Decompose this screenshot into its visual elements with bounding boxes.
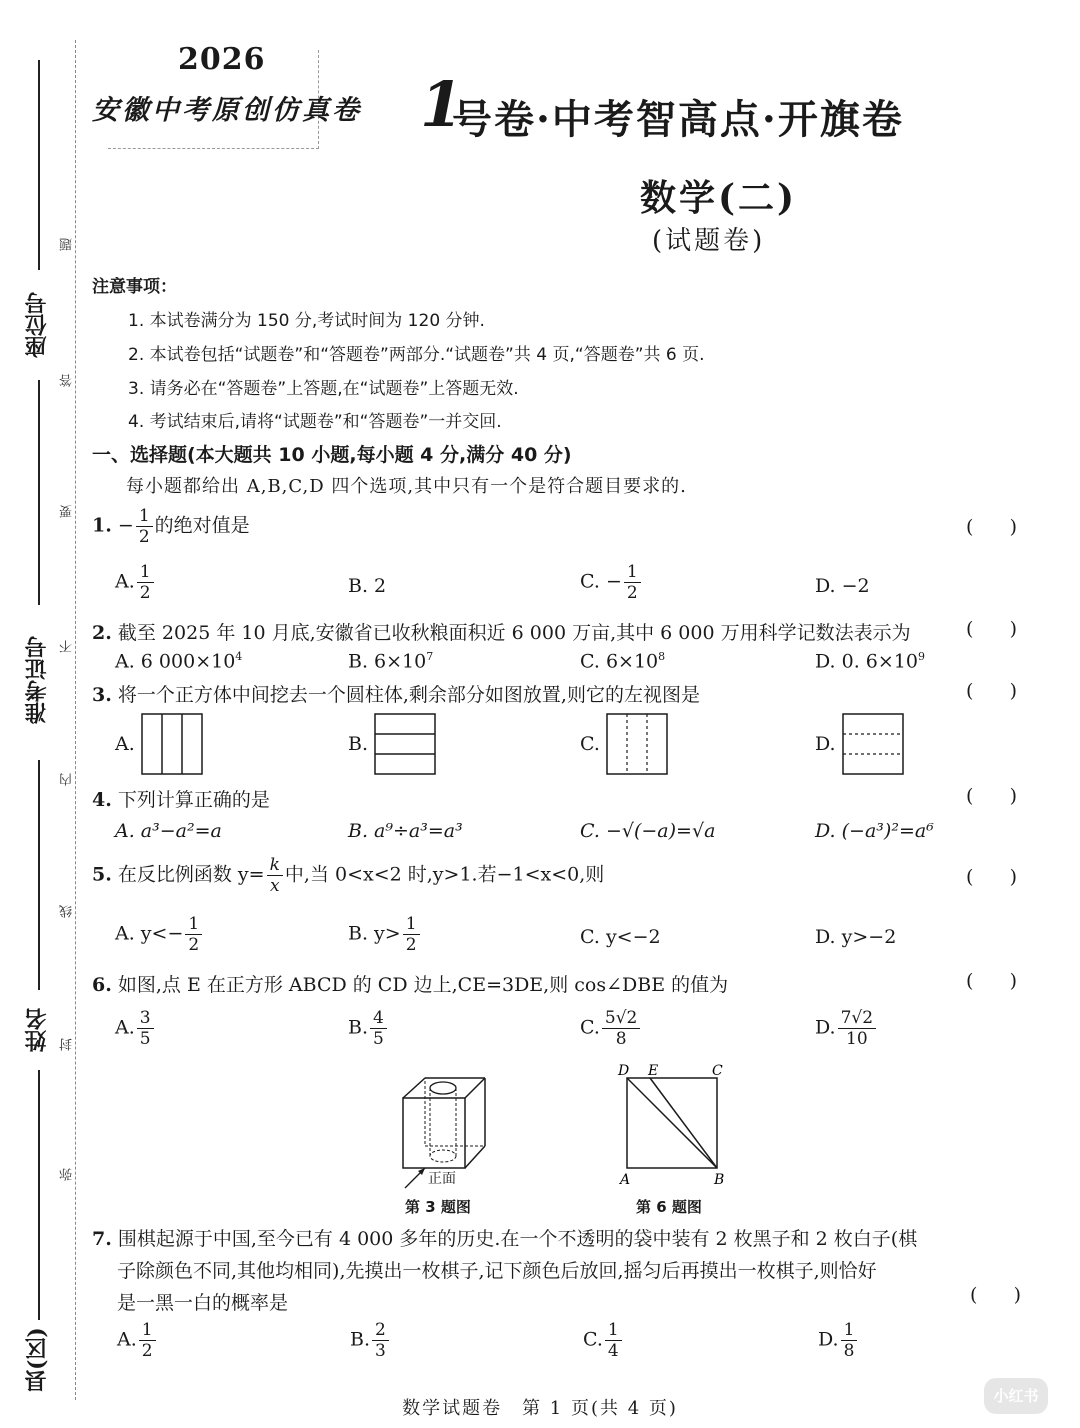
binding-line: [38, 380, 40, 605]
q2-option-b: B. $6\times 10^7$: [348, 650, 434, 673]
q1-text: 的绝对值是: [154, 514, 250, 537]
q5-option-c: C. y<−2: [580, 926, 661, 948]
q3-option-c: C.: [580, 713, 668, 775]
note-item: 4. 考试结束后,请将“试题卷”和“答题卷”一并交回.: [128, 412, 502, 432]
q3-option-d-figure: [842, 713, 904, 775]
binding-line: [38, 760, 40, 990]
seal-char: 弥: [60, 1168, 75, 1181]
q3-option-d: D.: [815, 713, 904, 775]
question-4: 4. 下列计算正确的是: [92, 789, 270, 811]
series-number: 1: [420, 68, 464, 141]
q4-option-c: C. −√(−a)=√a: [580, 820, 716, 842]
note-item: 3. 请务必在“答题卷”上答题,在“试题卷”上答题无效.: [128, 379, 519, 399]
answer-bracket: ( ): [970, 1284, 1022, 1306]
figure-3-caption: 第 3 题图: [405, 1198, 471, 1216]
q5-option-a: A. y<− $\frac{1}{2}$: [115, 914, 204, 955]
q4-option-d: D. (−a³)²=a⁶: [815, 820, 934, 842]
q5-option-b: B. y> $\frac{1}{2}$: [348, 914, 422, 955]
question-3: 3. 将一个正方体中间挖去一个圆柱体,剩余部分如图放置,则它的左视图是: [92, 684, 700, 706]
q1-fraction: $\frac{1}{2}$: [136, 506, 153, 547]
exam-number-label: 准考证号: [24, 636, 50, 724]
answer-bracket: ( ): [966, 680, 1018, 702]
figure-6-square: [612, 1060, 732, 1190]
vertex-label: D: [618, 1063, 630, 1079]
note-item: 1. 本试卷满分为 150 分,考试时间为 120 分钟.: [128, 311, 485, 331]
q7-option-c: C. $\frac{1}{4}$: [583, 1320, 624, 1361]
q7-option-a: A. $\frac{1}{2}$: [117, 1320, 158, 1361]
question-7-line: 子除颜色不同,其他均相同),先摸出一枚棋子,记下颜色后放回,摇匀后再摸出一枚棋子,则恰好: [117, 1260, 877, 1282]
question-7-line: 是一黑一白的概率是: [117, 1292, 289, 1314]
paper-kind: (试题卷): [652, 226, 766, 256]
q5-option-d: D. y>−2: [815, 926, 897, 948]
q3-option-b: B.: [348, 713, 436, 775]
q6-option-c: C. $\frac{5√2}{8}$: [580, 1008, 642, 1049]
seat-number-label: 座位号: [24, 292, 50, 358]
answer-bracket: ( ): [966, 866, 1018, 888]
seal-char: 题: [60, 238, 75, 251]
q6-option-b: B. $\frac{4}{5}$: [348, 1008, 389, 1049]
question-7: 7. 围棋起源于中国,至今已有 4 000 多年的历史.在一个不透明的袋中装有 2 枚黑子和 2 枚白子(棋: [92, 1228, 918, 1250]
q3-option-c-figure: [606, 713, 668, 775]
q1-option-b: B. 2: [348, 575, 387, 597]
name-label: 姓名: [24, 1008, 50, 1052]
brand-title: 安徽中考原创仿真卷: [92, 95, 362, 126]
binding-line: [38, 1070, 40, 1320]
vertex-label: A: [620, 1172, 631, 1188]
question-2: 2. 截至 2025 年 10 月底,安徽省已收秋粮面积近 6 000 万亩,其中 6 000 万用科学记数法表示为: [92, 622, 911, 644]
page-footer: 数学试题卷 第 1 页(共 4 页): [402, 1398, 678, 1419]
q4-option-b: B. a⁹÷a³=a³: [348, 820, 463, 842]
q7-option-d: D. $\frac{1}{8}$: [818, 1320, 859, 1361]
seal-char: 线: [60, 905, 75, 918]
seal-char: 答: [60, 374, 75, 387]
vertex-label: E: [648, 1063, 659, 1079]
subject-title: 数学(二): [640, 177, 798, 219]
vertex-label: C: [712, 1063, 723, 1079]
q6-option-a: A. $\frac{3}{5}$: [115, 1008, 156, 1049]
q2-option-c: C. $6\times 10^8$: [580, 650, 666, 673]
vertex-label: B: [714, 1172, 725, 1188]
q2-option-d: D. 0. $6\times 10^9$: [815, 650, 925, 673]
q2-option-a: A. 6 $000\times 10^4$: [115, 650, 243, 673]
answer-bracket: ( ): [966, 970, 1018, 992]
question-6: 6. 如图,点 E 在正方形 ABCD 的 CD 边上,CE=3DE,则 cos∠DBE 的值为: [92, 974, 729, 996]
question-number: 1.: [92, 514, 112, 537]
answer-bracket: ( ): [966, 785, 1018, 807]
seal-char: 内: [60, 773, 75, 786]
section-title: 一、选择题(本大题共 10 小题,每小题 4 分,满分 40 分): [92, 444, 572, 466]
q3-option-a-figure: [141, 713, 203, 775]
question-5: 5. 在反比例函数 y= $\frac{k}{x}$ 中,当 0<x<2 时,y>1.若−1<x<0,则: [92, 855, 605, 896]
q6-option-d: D. $\frac{7√2}{10}$: [815, 1008, 878, 1049]
figure-6-caption: 第 6 题图: [636, 1198, 702, 1216]
note-item: 2. 本试卷包括“试题卷”和“答题卷”两部分.“试题卷”共 4 页,“答题卷”共 6 页.: [128, 345, 705, 365]
answer-bracket: ( ): [966, 618, 1018, 640]
q1-option-d: D. −2: [815, 575, 870, 597]
watermark-logo: 小红书: [984, 1378, 1048, 1414]
q1-option-c: C. − $\frac{1}{2}$: [580, 562, 643, 603]
q1-minus: −: [117, 514, 134, 537]
seal-char: 不: [60, 640, 75, 653]
figure-3-front-label: 正面: [428, 1171, 456, 1187]
county-label: 县(区): [24, 1327, 50, 1393]
seal-char: 封: [60, 1038, 75, 1051]
q4-option-a: A. a³−a²=a: [115, 820, 222, 842]
q7-option-b: B. $\frac{2}{3}$: [350, 1320, 391, 1361]
section-description: 每小题都给出 A,B,C,D 四个选项,其中只有一个是符合题目要求的.: [126, 476, 687, 497]
exam-year: 2026: [178, 42, 266, 77]
answer-bracket: ( ): [966, 516, 1018, 538]
notes-title: 注意事项：: [92, 277, 177, 297]
seal-char: 要: [60, 505, 75, 518]
binding-line: [38, 60, 40, 270]
q1-option-a: A. $\frac{1}{2}$: [115, 562, 156, 603]
q3-option-b-figure: [374, 713, 436, 775]
series-title: 号卷·中考智高点·开旗卷: [452, 96, 904, 143]
question-1: [92, 506, 250, 547]
q3-option-a: A.: [115, 713, 203, 775]
